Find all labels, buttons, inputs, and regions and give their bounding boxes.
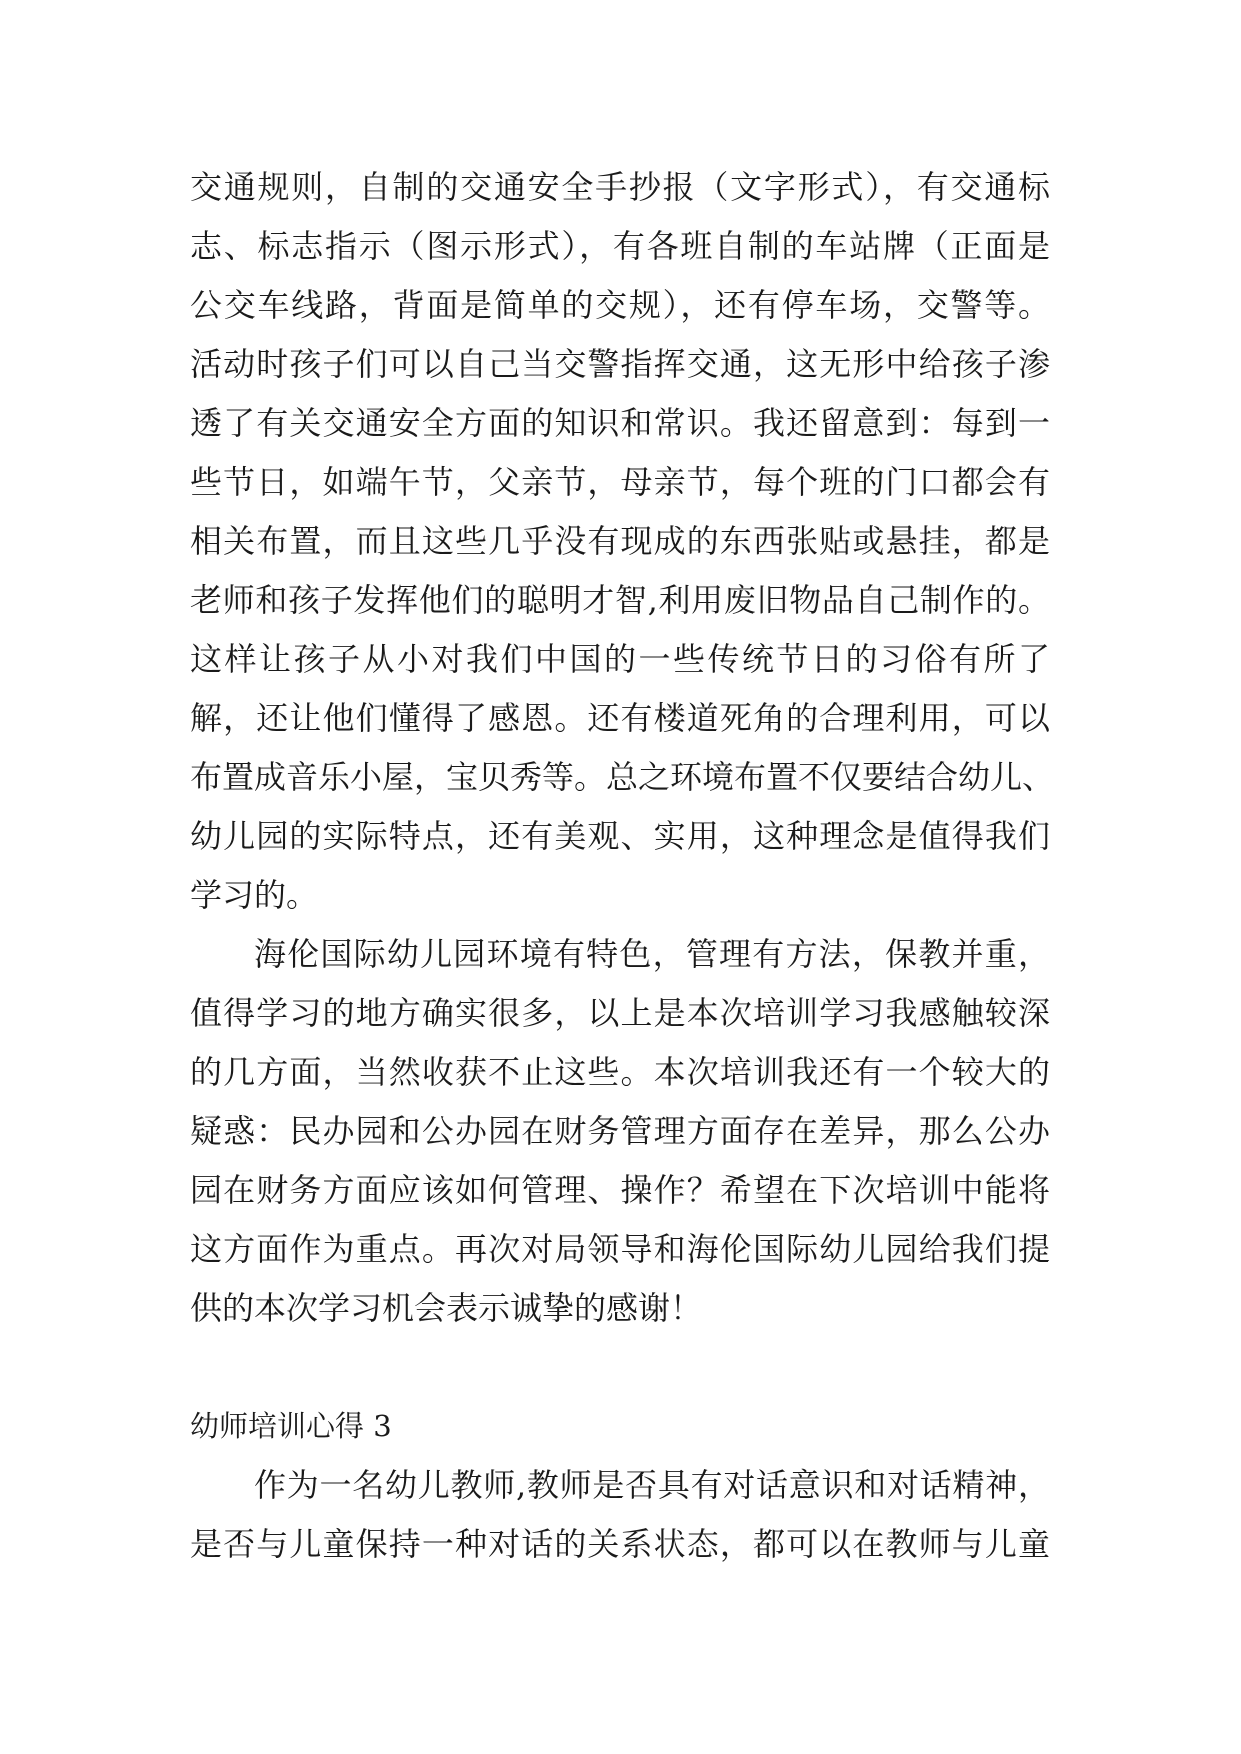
text-line: 老师和孩子发挥他们的聪明才智,利用废旧物品自己制作的。 xyxy=(190,581,1050,619)
text-line: 这方面作为重点。再次对局领导和海伦国际幼儿园给我们提 xyxy=(190,1230,1050,1268)
text-line: 作为一名幼儿教师,教师是否具有对话意识和对话精神， xyxy=(254,1466,1050,1504)
document-page xyxy=(190,158,1055,1574)
text-line: 学习的。 xyxy=(190,876,319,914)
text-line: 解，还让他们懂得了感恩。还有楼道死角的合理利用，可以 xyxy=(190,699,1050,737)
text-line: 些节日，如端午节，父亲节，母亲节，每个班的门口都会有 xyxy=(190,463,1050,501)
text-line: 供的本次学习机会表示诚挚的感谢！ xyxy=(190,1289,703,1327)
text-line: 布置成音乐小屋，宝贝秀等。总之环境布置不仅要结合幼儿、 xyxy=(190,758,1055,796)
section-heading: 幼师培训心得 3 xyxy=(190,1409,392,1443)
blank-line xyxy=(190,1338,1050,1397)
text-line: 是否与儿童保持一种对话的关系状态，都可以在教师与儿童 xyxy=(190,1525,1050,1563)
text-line: 这样让孩子从小对我们中国的一些传统节日的习俗有所了 xyxy=(190,640,1050,678)
text-line: 园在财务方面应该如何管理、操作？希望在下次培训中能将 xyxy=(190,1171,1050,1209)
text-line: 公交车线路，背面是简单的交规），还有停车场，交警等。 xyxy=(190,286,1050,324)
text-line: 活动时孩子们可以自己当交警指挥交通，这无形中给孩子渗 xyxy=(190,345,1050,383)
paragraph xyxy=(190,158,1055,925)
paragraph xyxy=(190,925,1050,1338)
text-line: 疑惑：民办园和公办园在财务管理方面存在差异，那么公办 xyxy=(190,1112,1050,1150)
text-line: 志、标志指示（图示形式），有各班自制的车站牌（正面是 xyxy=(190,227,1050,265)
text-line: 值得学习的地方确实很多，以上是本次培训学习我感触较深 xyxy=(190,994,1050,1032)
text-line: 透了有关交通安全方面的知识和常识。我还留意到：每到一 xyxy=(190,404,1050,442)
text-line: 幼儿园的实际特点，还有美观、实用，这种理念是值得我们 xyxy=(190,817,1050,855)
text-line: 海伦国际幼儿园环境有特色，管理有方法，保教并重， xyxy=(254,935,1050,973)
text-line: 的几方面，当然收获不止这些。本次培训我还有一个较大的 xyxy=(190,1053,1050,1091)
paragraph xyxy=(190,1456,1050,1574)
text-line: 相关布置，而且这些几乎没有现成的东西张贴或悬挂，都是 xyxy=(190,522,1050,560)
text-line: 交通规则，自制的交通安全手抄报（文字形式），有交通标 xyxy=(190,168,1050,206)
